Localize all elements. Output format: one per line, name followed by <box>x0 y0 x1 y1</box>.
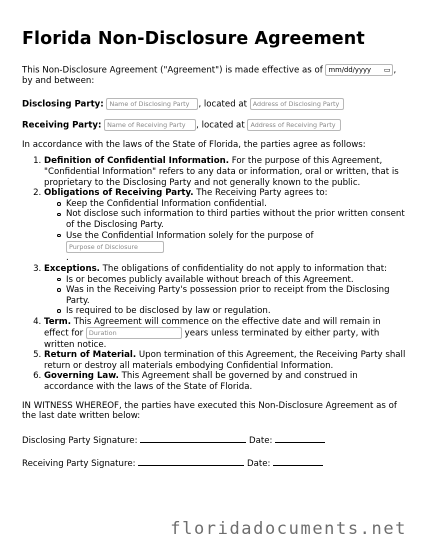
clause-title: Return of Material. <box>44 350 137 361</box>
date-label: Date: <box>246 459 271 470</box>
disclosing-party-name-input[interactable]: Name of Disclosing Party <box>106 98 198 110</box>
obligations-list <box>44 199 406 264</box>
disclosing-party-row <box>22 98 406 110</box>
list-item: Keep the Confidential Information confidential. <box>66 199 406 210</box>
clause-term <box>44 317 406 350</box>
intro-text-end: , by and between: <box>22 65 397 87</box>
date-placeholder: mm/dd/yyyy <box>328 66 372 74</box>
receiving-party-row <box>22 119 406 131</box>
clause-obligations <box>44 188 406 264</box>
clause-definition <box>44 156 406 188</box>
footer-watermark: floridadocuments.net <box>170 519 407 539</box>
clause-governing-law <box>44 371 406 392</box>
clause-text: The Receiving Party agrees to: <box>193 188 328 199</box>
intro-paragraph <box>22 64 406 87</box>
lead-paragraph: In accordance with the laws of the State of Florida, the parties agree as follows: <box>22 139 366 150</box>
clause-title: Obligations of Receiving Party. <box>44 188 194 199</box>
clause-return <box>44 350 406 371</box>
clause-title: Governing Law. <box>44 371 119 382</box>
witness-paragraph: IN WITNESS WHEREOF, the parties have executed this Non-Disclosure Agreement as of the last date written below: <box>22 400 397 422</box>
date-label: Date: <box>248 435 273 446</box>
receiving-party-label: Receiving Party: <box>22 120 102 131</box>
receiving-signature-row <box>22 457 406 470</box>
disclosing-located-text: , located at <box>198 99 248 110</box>
clauses-list <box>22 156 406 392</box>
signature-label: Receiving Party Signature: <box>22 459 136 470</box>
calendar-icon[interactable]: ▭ <box>383 66 391 74</box>
list-item-end: . <box>66 253 69 264</box>
receiving-located-text: , located at <box>196 120 245 131</box>
duration-input[interactable]: Duration <box>86 327 182 339</box>
receiving-signature-line[interactable] <box>138 457 244 466</box>
disclosing-party-address-input[interactable]: Address of Disclosing Party <box>250 98 344 110</box>
list-item: Is or becomes publicly available without breach of this Agreement. <box>66 275 406 286</box>
disclosing-signature-row <box>22 434 406 447</box>
clause-text: The obligations of confidentiality do not apply to information that: <box>99 263 387 274</box>
clause-exceptions <box>44 264 406 317</box>
document-page <box>22 28 406 481</box>
list-item: Not disclose such information to third parties without the prior written consent of the Disclosing Party. <box>66 209 405 231</box>
disclosing-signature-line[interactable] <box>140 434 246 443</box>
disclosing-party-label: Disclosing Party: <box>22 99 104 110</box>
exceptions-list <box>44 275 406 317</box>
clause-text: This Agreement will commence on the effective date and will remain in effect for <box>44 316 381 339</box>
signature-label: Disclosing Party Signature: <box>22 435 138 446</box>
effective-date-input[interactable] <box>325 64 393 76</box>
list-item <box>66 231 406 264</box>
clause-title: Definition of Confidential Information. <box>44 156 229 167</box>
clause-title: Exceptions. <box>44 263 100 274</box>
document-title: Florida Non-Disclosure Agreement <box>22 29 365 49</box>
clause-title: Term. <box>44 316 72 327</box>
list-item: Was in the Receiving Party's possession prior to receipt from the Disclosing Party. <box>66 285 406 306</box>
intro-text: This Non-Disclosure Agreement ("Agreement") is made effective as of <box>22 65 323 76</box>
receiving-party-name-input[interactable]: Name of Receiving Party <box>104 119 196 131</box>
receiving-party-address-input[interactable]: Address of Receiving Party <box>247 119 341 131</box>
purpose-input[interactable]: Purpose of Disclosure <box>66 241 164 253</box>
clause-text-end: years unless terminated by either party, with written notice. <box>44 328 380 350</box>
clause-text: This Agreement shall be governed by and construed in accordance with the laws of the State of Florida. <box>44 371 358 392</box>
disclosing-date-line[interactable] <box>275 434 325 443</box>
clause-text: Upon termination of this Agreement, the Receiving Party shall return or destroy all materials embodying Confidential Information. <box>44 350 406 371</box>
list-item-text: Use the Confidential Information solely for the purpose of <box>66 230 314 241</box>
receiving-date-line[interactable] <box>273 457 323 466</box>
clause-text: For the purpose of this Agreement, "Confidential Information" refers to any data or information, oral or written, that is proprietary to the Disclosing Party and not generally known to the public. <box>44 156 399 188</box>
list-item: Is required to be disclosed by law or regulation. <box>66 306 406 317</box>
